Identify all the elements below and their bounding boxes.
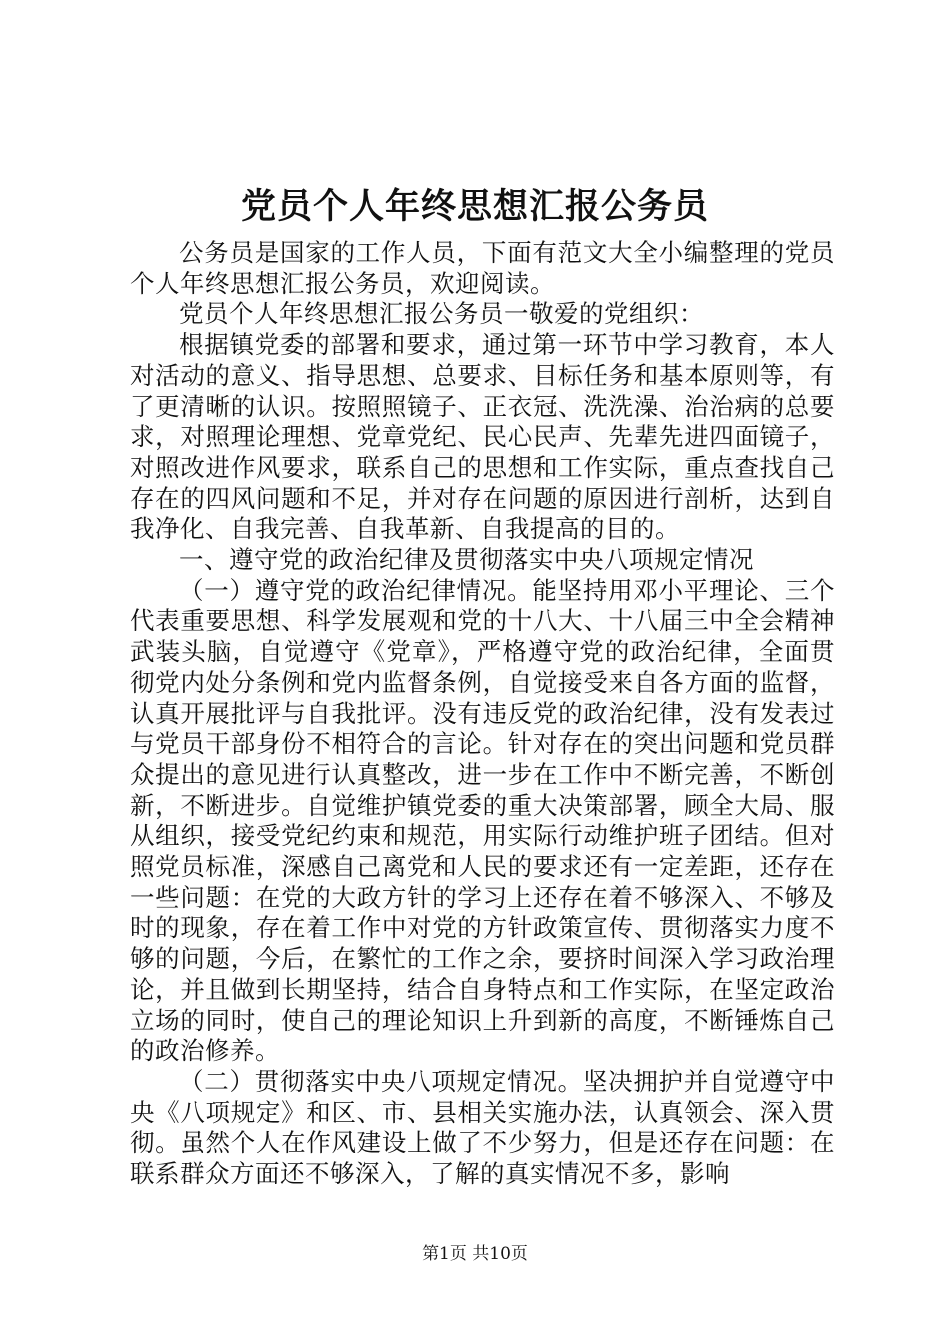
section-heading: 一、遵守党的政治纪律及贯彻落实中央八项规定情况 (179, 545, 754, 575)
document-body (130, 238, 835, 1190)
page-number: 第1页 共10页 (422, 1244, 528, 1264)
paragraph-political-discipline: （一）遵守党的政治纪律情况。能坚持用邓小平理论、三个代表重要思想、科学发展观和党的十八大、十八届三中全会精神武装头脑，自觉遵守《党章》，严格遵守党的政治纪律，全面贯彻党内处分条例和党内监督条例，自觉接受来自各方面的监督，认真开展批评与自我批评。没有违反党的政治纪律，没有发表过与党员干部身份不相符合的言论。针对存在的突出问题和党员群众提出的意见进行认真整改，进一步在工作中不断完善，不断创新，不断进步。自觉维护镇党委的重大决策部署，顾全大局、服从组织，接受党纪约束和规范，用实际行动维护班子团结。但对照党员标准，深感自己离党和人民的要求还有一定差距，还存在一些问题：在党的大政方针的学习上还存在着不够深入、不够及时的现象，存在着工作中对党的方针政策宣传、贯彻落实力度不够的问题，今后，在繁忙的工作之余，要挤时间深入学习政治理论，并且做到长期坚持，结合自身特点和工作实际，在坚定政治立场的同时，使自己的理论知识上升到新的高度，不断锤炼自己的政治修养。 (130, 575, 835, 1066)
paragraph-overview: 根据镇党委的部署和要求，通过第一环节中学习教育，本人对活动的意义、指导思想、总要求、目标任务和基本原则等，有了更清晰的认识。按照照镜子、正衣冠、洗洗澡、治治病的总要求，对照理论理想、党章党纪、民心民声、先辈先进四面镜子，对照改进作风要求，联系自己的思想和工作实际，重点查找自己存在的四风问题和不足，并对存在问题的原因进行剖析，达到自我净化、自我完善、自我革新、自我提高的目的。 (130, 330, 835, 544)
document-title: 党员个人年终思想汇报公务员 (240, 186, 709, 227)
paragraph-eight-rules: （二）贯彻落实中央八项规定情况。坚决拥护并自觉遵守中央《八项规定》和区、市、县相关实施办法，认真领会、深入贯彻。虽然个人在作风建设上做了不少努力，但是还存在问题：在联系群众方面还不够深入，了解的真实情况不多，影响 (130, 1066, 835, 1189)
paragraph-intro: 公务员是国家的工作人员，下面有范文大全小编整理的党员个人年终思想汇报公务员，欢迎阅读。 (130, 238, 835, 298)
paragraph-salutation: 党员个人年终思想汇报公务员一敬爱的党组织： (179, 299, 704, 329)
